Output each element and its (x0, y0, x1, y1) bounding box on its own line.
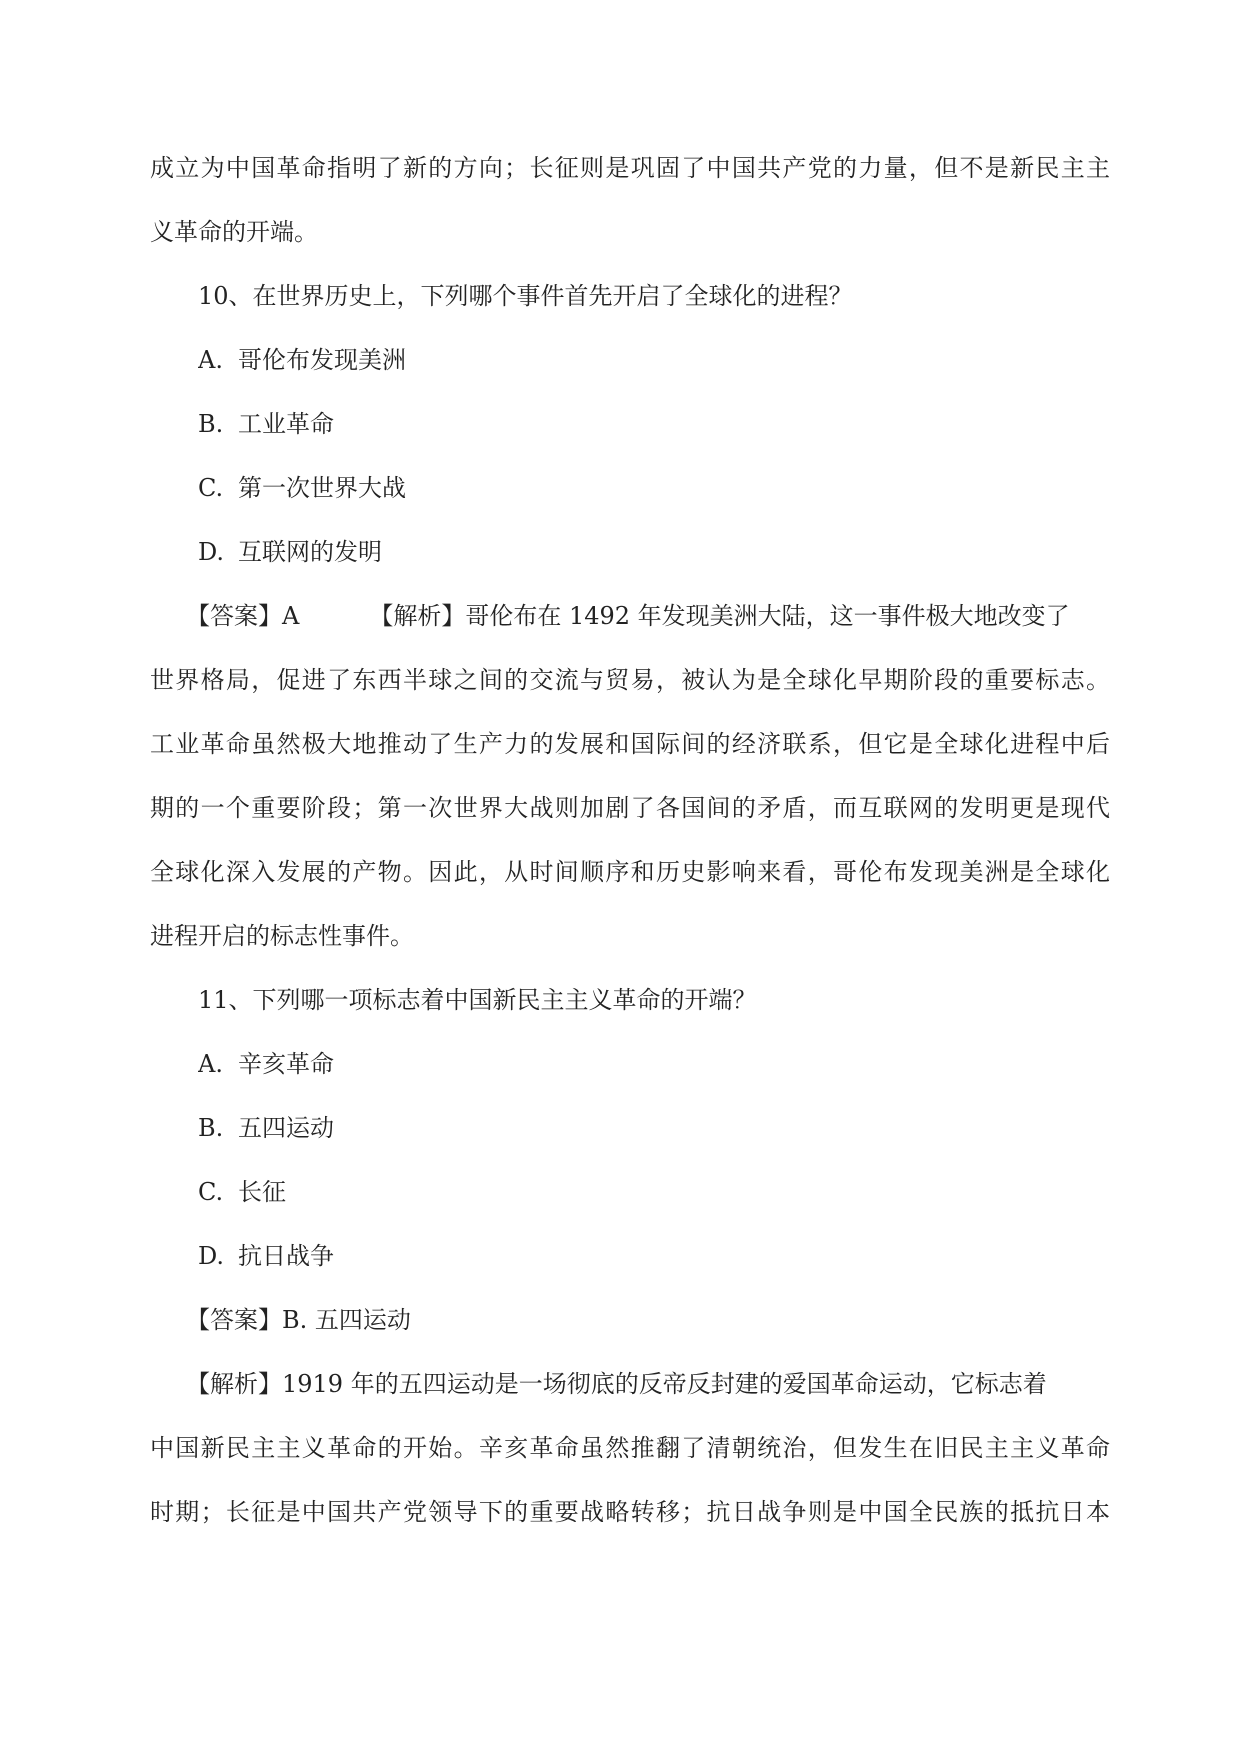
q11-analysis-line: 中国新民主主义革命的开始。辛亥革命虽然推翻了清朝统治，但发生在旧民主主义革命 (150, 1434, 1110, 1462)
option-letter: A. (198, 1050, 223, 1078)
option-text: 五四运动 (238, 1114, 334, 1142)
q10-analysis-start: 【解析】哥伦布在 1492 年发现美洲大陆，这一事件极大地改变了 (369, 602, 1070, 630)
question-11: 11、下列哪一项标志着中国新民主主义革命的开端？ (198, 986, 757, 1014)
q10-answer-analysis (186, 596, 1110, 636)
option-letter: B. (198, 1114, 224, 1142)
option-letter: C. (198, 1178, 224, 1206)
option-text: 抗日战争 (238, 1242, 334, 1270)
paragraph-line: 义革命的开端。 (150, 218, 318, 246)
q11-option-c (198, 1172, 1110, 1212)
option-text: 哥伦布发现美洲 (238, 346, 406, 374)
option-letter: D. (198, 1242, 225, 1270)
paragraph-line: 成立为中国革命指明了新的方向；长征则是巩固了中国共产党的力量，但不是新民主主 (150, 154, 1110, 182)
q11-option-a (198, 1044, 1110, 1084)
q10-answer: 【答案】A (186, 602, 300, 630)
q10-option-d (198, 532, 1110, 572)
q10-analysis-line: 世界格局，促进了东西半球之间的交流与贸易，被认为是全球化早期阶段的重要标志。 (150, 666, 1110, 694)
option-text: 第一次世界大战 (238, 474, 406, 502)
option-text: 互联网的发明 (238, 538, 382, 566)
q11-option-b (198, 1108, 1110, 1148)
option-letter: A. (198, 346, 223, 374)
option-letter: C. (198, 474, 224, 502)
option-text: 长征 (238, 1178, 286, 1206)
q11-option-d (198, 1236, 1110, 1276)
q11-analysis-line: 时期；长征是中国共产党领导下的重要战略转移；抗日战争则是中国全民族的抵抗日本 (150, 1498, 1110, 1526)
question-10: 10、在世界历史上，下列哪个事件首先开启了全球化的进程？ (198, 282, 853, 310)
option-text: 工业革命 (238, 410, 334, 438)
q10-analysis-line: 全球化深入发展的产物。因此，从时间顺序和历史影响来看，哥伦布发现美洲是全球化 (150, 858, 1110, 886)
option-letter: B. (198, 410, 224, 438)
q11-analysis-start: 【解析】1919 年的五四运动是一场彻底的反帝反封建的爱国革命运动，它标志着 (186, 1370, 1047, 1398)
q10-option-b (198, 404, 1110, 444)
option-text: 辛亥革命 (238, 1050, 334, 1078)
q10-analysis-line: 进程开启的标志性事件。 (150, 922, 414, 950)
option-letter: D. (198, 538, 225, 566)
q11-answer: 【答案】B. 五四运动 (186, 1306, 411, 1334)
q10-option-a (198, 340, 1110, 380)
q10-analysis-line: 期的一个重要阶段；第一次世界大战则加剧了各国间的矛盾，而互联网的发明更是现代 (150, 794, 1110, 822)
q10-option-c (198, 468, 1110, 508)
q10-analysis-line: 工业革命虽然极大地推动了生产力的发展和国际间的经济联系，但它是全球化进程中后 (150, 730, 1110, 758)
